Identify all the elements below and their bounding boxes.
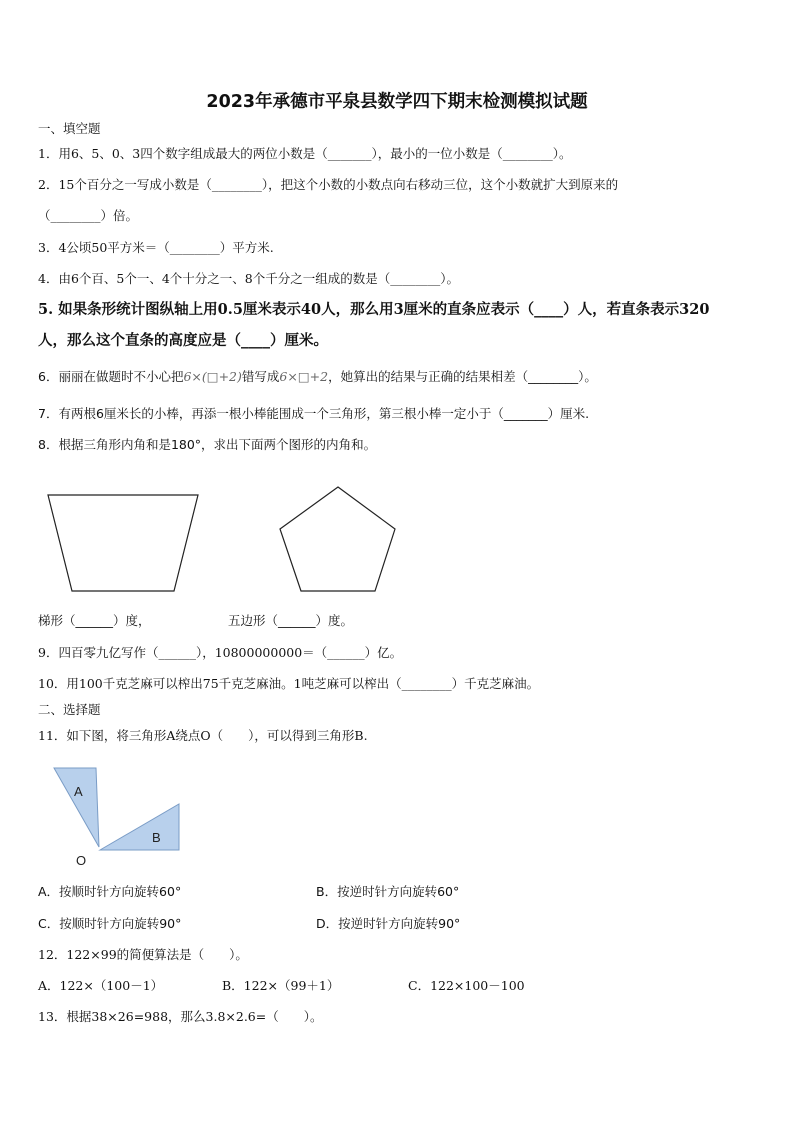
- question-6-prefix: 6．丽丽在做题时不小心把: [38, 369, 184, 384]
- question-8: 8．根据三角形内角和是180°，求出下面两个图形的内角和。: [38, 437, 377, 452]
- section-choice-heading: 二、选择题: [38, 702, 101, 717]
- question-8-trapezoid-answer: 梯形（______）度，: [38, 613, 151, 628]
- question-10: 10．用100千克芝麻可以榨出75千克芝麻油。1吨芝麻可以榨出（________）千克芝麻油。: [38, 676, 540, 691]
- question-2-line-2: （________）倍。: [38, 208, 139, 223]
- question-9: 9．四百零九亿写作（______），10800000000＝（______）亿。: [38, 645, 403, 660]
- question-1: 1．用6、5、0、3四个数字组成最大的两位小数是（_______），最小的一位小数是（________）。: [38, 146, 572, 161]
- question-7: 7．有两根6厘米长的小棒，再添一根小棒能围成一个三角形，第三根小棒一定小于（_______）厘米.: [38, 406, 590, 421]
- page-title: 2023年承德市平泉县数学四下期末检测模拟试题: [206, 92, 588, 112]
- question-11: 11．如下图，将三角形A绕点O（ ），可以得到三角形B.: [38, 728, 368, 743]
- question-11-option-d: D．按逆时针方向旋转90°: [316, 916, 461, 931]
- question-13: 13．根据38×26=988，那么3.8×2.6=（ ）。: [38, 1009, 323, 1024]
- question-12: 12．122×99的简便算法是（ ）。: [38, 947, 248, 962]
- question-2-line-1: 2．15个百分之一写成小数是（________），把这个小数的小数点向右移动三位，这个小数就扩大到原来的: [38, 177, 619, 192]
- question-6-suffix: ，她算出的结果与正确的结果相差（________）。: [328, 369, 597, 384]
- question-3: 3．4公顷50平方米＝（________）平方米.: [38, 240, 274, 255]
- question-4: 4．由6个百、5个一、4个十分之一、8个千分之一组成的数是（________）。: [38, 271, 460, 286]
- question-11-option-b: B．按逆时针方向旋转60°: [316, 884, 460, 899]
- question-8-pentagon-answer: 五边形（______）度。: [228, 613, 354, 628]
- question-12-option-c: C．122×100－100: [408, 978, 525, 993]
- question-5-line-2: 人，那么这个直条的高度应是（____）厘米。: [38, 332, 328, 349]
- question-6-expression-wrong: 6×□+2: [279, 369, 329, 384]
- triangle-b-label: B: [152, 830, 161, 845]
- question-6: [38, 369, 597, 385]
- section-fill-in-heading: 一、填空题: [38, 121, 101, 136]
- question-6-middle: 错写成: [241, 369, 280, 384]
- question-8-figures: [44, 482, 404, 598]
- question-12-option-a: A．122×（100－1）: [38, 978, 164, 993]
- trapezoid-shape: [48, 495, 198, 591]
- question-6-expression-correct: 6×(□+2): [183, 369, 242, 384]
- triangle-a: [54, 768, 99, 847]
- question-5-line-1: 5. 如果条形统计图纵轴上用0.5厘米表示40人，那么用3厘米的直条应表示（____）人，若直条表示320: [38, 301, 710, 318]
- question-11-option-a: A．按顺时针方向旋转60°: [38, 884, 182, 899]
- point-o-label: O: [76, 853, 87, 868]
- triangle-b: [100, 804, 179, 850]
- triangle-a-label: A: [74, 784, 83, 799]
- question-11-rotation-figure: [48, 762, 188, 872]
- question-12-option-b: B．122×（99＋1）: [222, 978, 340, 993]
- pentagon-shape: [280, 487, 395, 591]
- question-11-option-c: C．按顺时针方向旋转90°: [38, 916, 182, 931]
